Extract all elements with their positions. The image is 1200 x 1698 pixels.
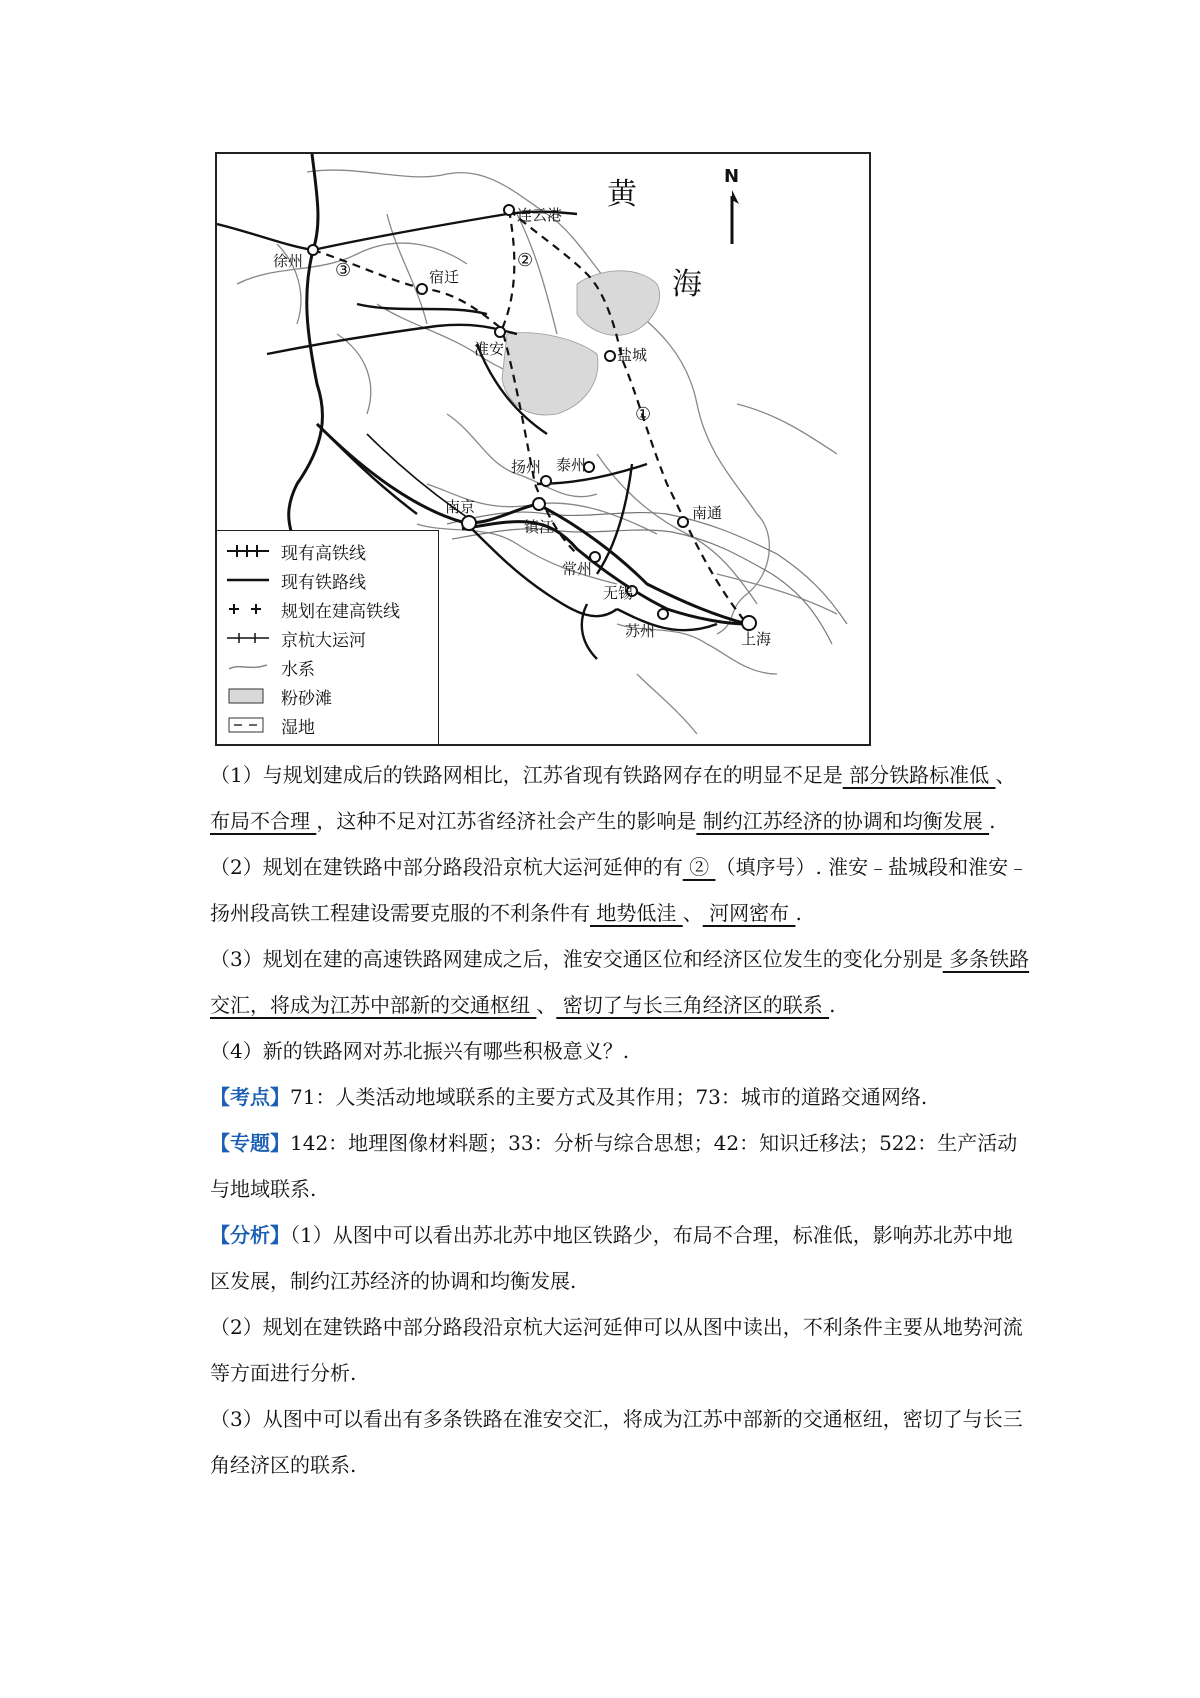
city-label: 淮安	[474, 340, 505, 358]
answer: 地势低洼	[590, 901, 683, 925]
legend-item: 规划在建高铁线	[225, 595, 400, 623]
question-1: （1）与规划建成后的铁路网相比，江苏省现有铁路网存在的明显不足是 部分铁路标准低 、 布局不合理 ，这种不足对江苏省经济社会产生的影响是 制约江苏经济的协调和均衡发展 .	[210, 763, 1016, 833]
city-label: 宿迁	[429, 268, 460, 286]
question-text	[210, 752, 1030, 1488]
legend-item: 京杭大运河	[225, 624, 366, 652]
kaodian: 【考点】71：人类活动地域联系的主要方式及其作用；73：城市的道路交通网络.	[210, 1085, 928, 1109]
legend-item: 湿地	[225, 711, 315, 739]
legend-item: 水系	[225, 653, 315, 681]
fenxi-2: （2）规划在建铁路中部分路段沿京杭大运河延伸可以从图中读出，不利条件主要从地势河流等方面进行分析.	[210, 1315, 1023, 1385]
city-label: 扬州	[511, 458, 542, 476]
wetland-icon	[225, 715, 271, 735]
city-label: 镇江	[524, 518, 555, 536]
silt-beach-icon	[225, 686, 271, 706]
city-label: 连云港	[517, 206, 563, 224]
sea-label: 黄	[607, 177, 637, 212]
question-3: （3）规划在建的高速铁路网建成之后，淮安交通区位和经济区位发生的变化分别是 多条铁路交汇，将成为江苏中部新的交通枢纽 、 密切了与长三角经济区的联系 .	[210, 947, 1030, 1017]
city-label: 无锡	[603, 584, 634, 602]
legend-item: 现有铁路线	[225, 566, 366, 594]
answer: 多条铁路交汇，将成为江苏中部新的交通枢纽	[210, 947, 1030, 1017]
map-legend	[217, 530, 439, 744]
answer: 部分铁路标准低	[842, 763, 996, 787]
city-label: 徐州	[273, 252, 304, 270]
wetland-area	[502, 333, 598, 415]
city-label: 南京	[445, 498, 476, 516]
planned-hsr-icon	[225, 599, 271, 619]
legend-item: 粉砂滩	[225, 682, 332, 710]
water-icon	[225, 657, 271, 677]
zhuanti: 【专题】142：地理图像材料题；33：分析与综合思想；42：知识迁移法；522：生产活动与地域联系.	[210, 1131, 1018, 1201]
silt-beach-area	[577, 271, 660, 335]
answer: 密切了与长三角经济区的联系	[556, 993, 830, 1017]
route-number: ①	[635, 404, 652, 425]
canal-icon	[225, 628, 271, 648]
answer: 制约江苏经济的协调和均衡发展	[696, 809, 990, 833]
railway-icon	[225, 570, 271, 590]
route-number: ②	[517, 250, 534, 271]
railway-hsr-icon	[225, 541, 271, 561]
question-4: （4）新的铁路网对苏北振兴有哪些积极意义？.	[210, 1039, 630, 1063]
answer: ②	[682, 855, 716, 879]
sea-label: 海	[672, 267, 702, 302]
question-2: （2）规划在建铁路中部分路段沿京杭大运河延伸的有 ② （填序号）. 淮安﹣盐城段和淮安﹣扬州段高铁工程建设需要克服的不利条件有 地势低洼 、 河网密布 .	[210, 855, 1029, 925]
legend-item: 现有高铁线	[225, 537, 366, 565]
answer: 布局不合理	[210, 809, 317, 833]
city-label: 苏州	[625, 622, 656, 640]
answer: 河网密布	[702, 901, 796, 925]
fenxi: 【分析】（1）从图中可以看出苏北苏中地区铁路少，布局不合理，标准低，影响苏北苏中地区发展，制约江苏经济的协调和均衡发展.	[210, 1223, 1013, 1293]
route-number: ③	[335, 260, 352, 281]
north-arrow-icon	[724, 166, 739, 244]
fenxi-3: （3）从图中可以看出有多条铁路在淮安交汇，将成为江苏中部新的交通枢纽，密切了与长三角经济区的联系.	[210, 1407, 1023, 1477]
city-label: 上海	[741, 630, 772, 648]
city-label: 盐城	[617, 346, 648, 364]
city-label: 南通	[692, 504, 723, 522]
north-label: N	[724, 166, 740, 187]
city-label: 泰州	[556, 456, 587, 474]
railway-map	[215, 152, 871, 746]
city-label: 常州	[562, 560, 593, 578]
